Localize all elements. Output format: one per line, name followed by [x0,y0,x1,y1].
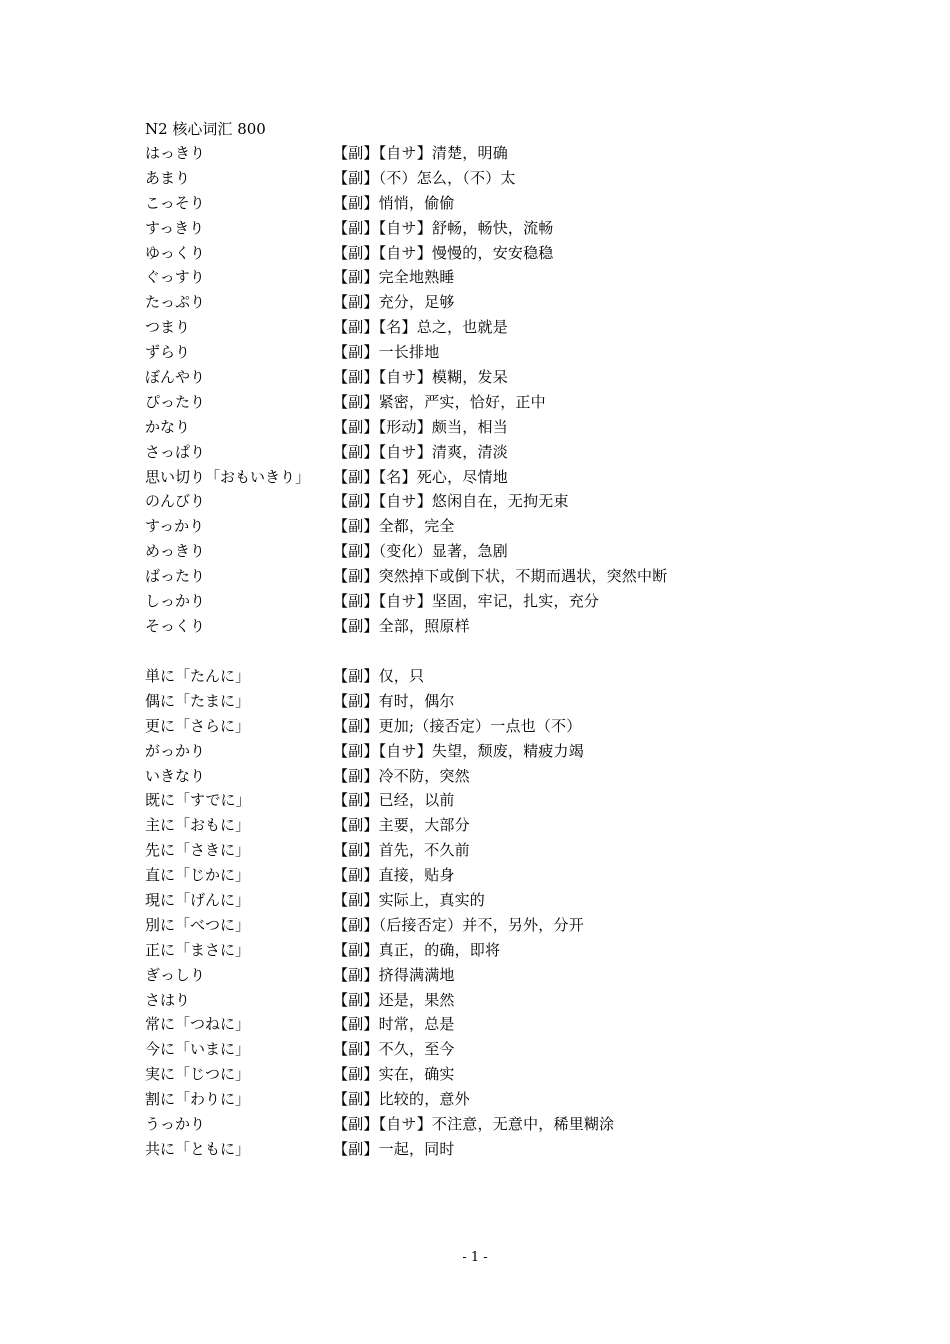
vocab-row [145,838,845,863]
vocab-row [145,564,845,589]
vocab-row [145,1037,845,1062]
vocab-meaning: 【副】首先，不久前 [333,841,470,860]
vocab-meaning: 【副】更加;（接否定）一点也（不） [333,716,582,735]
vocab-row [145,1112,845,1137]
vocab-row [145,689,845,714]
vocab-term: がっかり [145,741,206,760]
vocab-row [145,988,845,1013]
vocab-meaning: 【副】【自サ】清爽，清淡 [333,442,508,461]
vocab-term: 単に「たんに」 [145,667,251,685]
vocab-term: のんびり [145,492,206,511]
vocab-term: うっかり [145,1115,206,1134]
vocab-term: 正に「まさに」 [145,940,251,959]
vocab-row [145,489,845,514]
vocab-term: つまり [145,318,191,337]
vocab-term: いきなり [145,766,206,785]
vocab-meaning: 【副】【名】总之，也就是 [333,318,508,337]
vocab-row [145,216,845,241]
vocab-meaning: 【副】突然掉下或倒下状，不期而遇状，突然中断 [333,567,668,586]
vocab-term: 共に「ともに」 [145,1139,251,1158]
vocab-meaning: 【副】已经，以前 [333,791,455,810]
vocab-term: 直に「じかに」 [145,866,251,885]
vocab-meaning: 【副】冷不防，突然 [333,766,470,785]
vocab-row [145,415,845,440]
document-title: N2 核心词汇 800 [145,120,266,138]
vocab-row [145,514,845,539]
vocab-term: こっそり [145,193,205,212]
vocab-meaning: 【副】【自サ】舒畅，畅快，流畅 [333,218,554,237]
vocab-row [145,166,845,191]
vocab-meaning: 【副】时常，总是 [333,1015,455,1034]
vocab-term: すっきり [145,218,205,237]
vocab-meaning: 【副】不久，至今 [333,1040,455,1059]
vocab-meaning: 【副】悄悄，偷偷 [333,193,455,212]
vocab-row [145,290,845,315]
vocab-term: ぴったり [145,392,206,411]
vocab-term: めっきり [145,542,205,561]
vocab-meaning: 【副】【自サ】不注意，无意中，稀里糊涂 [333,1115,615,1134]
vocab-row [145,813,845,838]
vocab-meaning: 【副】【自サ】清楚，明确 [333,144,508,162]
vocab-row [145,365,845,390]
vocab-term: 既に「すでに」 [145,791,251,810]
vocab-row [145,191,845,216]
vocab-term: さっぱり [145,442,206,461]
vocab-row [145,963,845,988]
vocab-meaning: 【副】仅，只 [333,667,425,685]
vocab-meaning: 【副】（不）怎么，（不）太 [333,168,516,187]
vocab-term: ゆっくり [145,243,205,262]
vocab-term: 更に「さらに」 [145,716,251,735]
vocab-term: 先に「さきに」 [145,841,251,860]
vocab-row [145,589,845,614]
vocab-row [145,938,845,963]
vocab-meaning: 【副】实在，确实 [333,1065,455,1084]
vocab-meaning: 【副】真正，的确，即将 [333,940,501,959]
vocab-list-section-1 [145,141,845,639]
vocab-meaning: 【副】有时，偶尔 [333,691,455,710]
vocab-meaning: 【副】全部，照原样 [333,616,470,635]
vocab-meaning: 【副】直接，贴身 [333,866,455,885]
vocab-row [145,1062,845,1087]
vocab-row [145,714,845,739]
vocab-meaning: 【副】【形动】颇当，相当 [333,417,508,436]
vocab-term: ばったり [145,567,206,586]
vocab-meaning: 【副】【自サ】失望，颓废，精疲力竭 [333,741,584,760]
vocab-term: ぎっしり [145,965,206,984]
vocab-term: しっかり [145,592,206,611]
vocab-row [145,390,845,415]
vocab-term: はっきり [145,144,206,162]
vocab-row [145,539,845,564]
vocab-term: あまり [145,168,191,187]
vocab-list-section-2 [145,664,845,1162]
vocab-row [145,141,845,166]
vocab-row [145,888,845,913]
vocab-meaning: 【副】一长排地 [333,343,440,362]
vocab-meaning: 【副】【自サ】慢慢的，安安稳稳 [333,243,554,262]
vocab-row [145,764,845,789]
vocab-row [145,1012,845,1037]
vocab-row [145,739,845,764]
vocab-meaning: 【副】挤得满满地 [333,965,455,984]
vocab-meaning: 【副】主要，大部分 [333,816,470,835]
vocab-term: たっぷり [145,293,206,312]
page-number: - 1 - [462,1250,488,1265]
vocab-term: 実に「じつに」 [145,1065,251,1084]
vocab-term: かなり [145,417,191,436]
vocab-row [145,913,845,938]
vocab-row [145,241,845,266]
vocab-meaning: 【副】全都，完全 [333,517,455,536]
vocab-term: 別に「べつに」 [145,915,251,934]
vocab-meaning: 【副】比较的，意外 [333,1090,470,1109]
vocab-row [145,315,845,340]
vocab-term: 主に「おもに」 [145,816,251,835]
vocab-row [145,465,845,490]
vocab-meaning: 【副】（变化）显著，急剧 [333,542,508,561]
vocab-term: 常に「つねに」 [145,1015,251,1034]
vocab-term: 偶に「たまに」 [145,691,251,710]
vocab-term: すっかり [145,517,205,536]
vocab-meaning: 【副】（后接否定）并不，另外，分开 [333,915,584,934]
vocab-row [145,863,845,888]
vocab-meaning: 【副】【自サ】坚固，牢记，扎实，充分 [333,592,600,611]
vocab-meaning: 【副】实际上，真实的 [333,891,486,910]
vocab-term: ぼんやり [145,368,206,387]
vocab-term: さはり [145,990,191,1009]
vocab-term: 思い切り「おもいきり」 [145,467,311,486]
vocab-meaning: 【副】【名】死心，尽情地 [333,467,508,486]
vocab-row [145,614,845,639]
vocab-meaning: 【副】紧密，严实，恰好，正中 [333,392,546,411]
vocab-term: 現に「げんに」 [145,891,251,910]
vocab-meaning: 【副】一起，同时 [333,1139,455,1158]
vocab-meaning: 【副】完全地熟睡 [333,268,455,287]
vocab-meaning: 【副】还是，果然 [333,990,455,1009]
vocab-meaning: 【副】【自サ】模糊，发呆 [333,368,508,387]
vocab-term: ぐっすり [145,268,205,287]
vocab-term: 割に「わりに」 [145,1090,251,1109]
vocab-row [145,664,845,689]
vocab-term: そっくり [145,616,206,635]
vocab-meaning: 【副】充分，足够 [333,293,455,312]
vocab-term: 今に「いまに」 [145,1040,251,1059]
vocab-row [145,788,845,813]
vocab-row [145,265,845,290]
vocab-row [145,1087,845,1112]
vocab-row [145,440,845,465]
vocab-row [145,1137,845,1162]
vocab-row [145,340,845,365]
vocab-term: ずらり [145,343,191,362]
vocab-meaning: 【副】【自サ】悠闲自在，无拘无束 [333,492,569,511]
